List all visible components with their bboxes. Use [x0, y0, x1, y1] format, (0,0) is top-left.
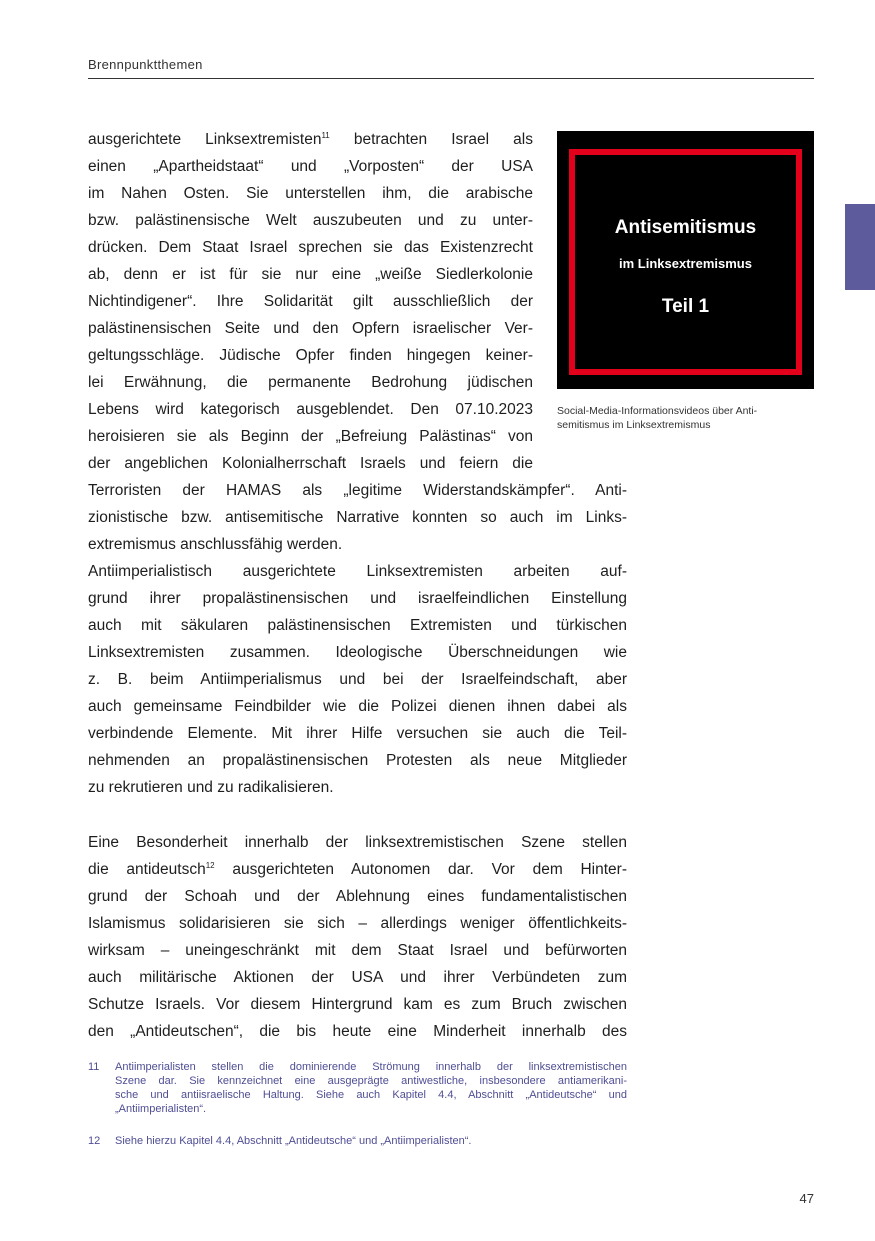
footnote-line: Siehe hierzu Kapitel 4.4, Abschnitt „Antideutsche“ und „Antiimperialisten“. [115, 1135, 472, 1147]
footnote-line: sche und antiisraelische Haltung. Siehe auch Kapitel 4.4, Abschnitt „Antideutsche“ und [115, 1089, 627, 1101]
body-line: auch gemeinsame Feindbilder wie die Polizei dienen ihnen dabei als [88, 698, 627, 715]
body-line: drücken. Dem Staat Israel sprechen sie das Existenzrecht [88, 239, 533, 256]
body-line: Eine Besonderheit innerhalb der linksextremistischen Szene stellen [88, 834, 627, 851]
body-line: wirksam – uneingeschränkt mit dem Staat Israel und befürworten [88, 942, 627, 959]
body-line: ab, denn er ist für sie nur eine „weiße Siedlerkolonie [88, 266, 533, 283]
body-line-text: betrachten Israel als [329, 131, 533, 148]
body-line: einen „Apartheidstaat“ und „Vorposten“ der USA [88, 158, 533, 175]
caption-line: semitismus im Linksextremismus [557, 419, 711, 431]
body-line: Schutze Israels. Vor diesem Hintergrund kam es zum Bruch zwischen [88, 996, 627, 1013]
body-line: den „Antideutschen“, die bis heute eine Minderheit innerhalb des [88, 1023, 627, 1040]
body-line: bzw. palästinensische Welt auszubeuten und zu unter- [88, 212, 533, 229]
footnote-number: 11 [88, 1061, 100, 1073]
body-line: verbindende Elemente. Mit ihrer Hilfe versuchen sie auch die Teil- [88, 725, 627, 742]
body-line: Linksextremisten zusammen. Ideologische Überschneidungen wie [88, 644, 627, 661]
body-line: zu rekrutieren und zu radikalisieren. [88, 779, 334, 796]
body-line [88, 126, 533, 153]
body-line: lei Erwähnung, die permanente Bedrohung jüdischen [88, 374, 533, 391]
footnote-line: Antiimperialisten stellen die dominierende Strömung innerhalb der linksextremistischen [115, 1061, 627, 1073]
body-line: im Nahen Osten. Sie unterstellen ihm, die arabische [88, 185, 533, 202]
footnote-ref[interactable]: 12 [205, 860, 215, 870]
thumbnail-subtitle: im Linksextremismus [619, 256, 752, 271]
running-header: Brennpunktthemen [88, 57, 203, 72]
footnote-ref[interactable]: 11 [321, 130, 330, 140]
body-line: auch militärische Aktionen der USA und ihrer Verbündeten zum [88, 969, 627, 986]
body-line-text: die antideutsch [88, 861, 206, 878]
header-rule [88, 78, 814, 79]
footnote-11 [88, 1060, 627, 1116]
body-line-text: ausgerichteten Autonomen dar. Vor dem Hinter- [214, 861, 627, 878]
body-line: Lebens wird kategorisch ausgeblendet. Den 07.10.2023 [88, 401, 533, 418]
body-line-text: ausgerichtete Linksextremisten [88, 131, 322, 148]
body-line: grund ihrer propalästinensischen und israelfeindlichen Einstellung [88, 590, 627, 607]
footnote-number: 12 [88, 1135, 101, 1147]
body-line: Islamismus solidarisieren sie sich – allerdings weniger öffentlichkeits- [88, 915, 627, 932]
footnote-line: „Antiimperialisten“. [115, 1103, 207, 1115]
body-line: heroisieren sie als Beginn der „Befreiung Palästinas“ von [88, 428, 533, 445]
chapter-tab [845, 204, 875, 290]
caption-line: Social-Media-Informationsvideos über Anti- [557, 405, 758, 417]
body-line: Nichtindigener“. Ihre Solidarität gilt ausschließlich der [88, 293, 533, 310]
body-line: geltungsschläge. Jüdische Opfer finden hingegen keiner- [88, 347, 533, 364]
body-line: zionistische bzw. antisemitische Narrative konnten so auch im Links- [88, 509, 627, 526]
thumbnail-part: Teil 1 [661, 296, 710, 317]
page-number: 47 [799, 1191, 814, 1206]
thumbnail-title: Antisemitismus [614, 217, 757, 238]
figure-caption [557, 404, 814, 432]
video-thumbnail[interactable] [557, 131, 814, 389]
body-line [88, 856, 627, 883]
body-line: der angeblichen Kolonialherrschaft Israels und feiern die [88, 455, 533, 472]
body-line: Terroristen der HAMAS als „legitime Widerstandskämpfer“. Anti- [88, 482, 627, 499]
footnote-12 [88, 1134, 627, 1148]
body-line: palästinensischen Seite und den Opfern israelischer Ver- [88, 320, 533, 337]
body-line: Antiimperialistisch ausgerichtete Linksextremisten arbeiten auf- [88, 563, 627, 580]
body-line: z. B. beim Antiimperialismus und bei der Israelfeindschaft, aber [88, 671, 627, 688]
footnote-line: Szene dar. Sie kennzeichnet eine ausgeprägte antiwestliche, insbesondere antiamerikani- [115, 1075, 627, 1087]
body-line: extremismus anschlussfähig werden. [88, 536, 343, 553]
body-line: grund der Schoah und der Ablehnung eines fundamentalistischen [88, 888, 627, 905]
body-line: auch mit säkularen palästinensischen Extremisten und türkischen [88, 617, 627, 634]
body-line: nehmenden an propalästinensischen Protesten als neue Mitglieder [88, 752, 627, 769]
